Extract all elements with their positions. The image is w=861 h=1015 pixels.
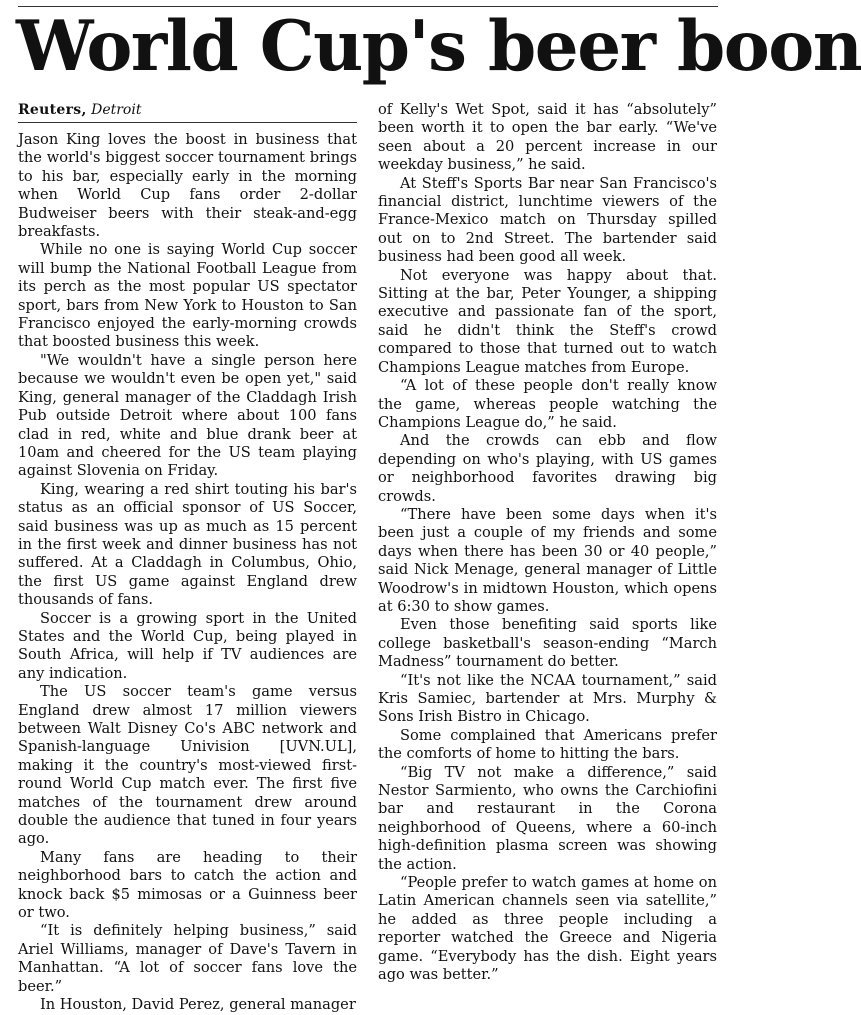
paragraph: At Steff's Sports Bar near San Francisco's financial district, lunchtime viewers of the France-Mexico match on Thursday spilled out on to 2nd Street. The bartender said business had been good all week. <box>378 174 717 266</box>
paragraph: “A lot of these people don't really know the game, whereas people watching the Champions League do,” he said. <box>378 377 717 431</box>
byline-agency: Reuters, <box>18 102 87 118</box>
paragraph: “People prefer to watch games at home on Latin American channels seen via satellite,” he added as three people including a reporter watched the Greece and Nigeria game. “Everybody has the dish. Eight years ago was better.” <box>378 874 717 984</box>
paragraph: “It's not like the NCAA tournament,” said Kris Samiec, bartender at Mrs. Murphy & Sons Irish Bistro in Chicago. <box>378 671 717 726</box>
paragraph: “There have been some days when it's been just a couple of my friends and some days when there has been 30 or 40 people,” said Nick Menage, general manager of Little Woodrow's in midtown Houston, which opens at 6:30 to show games. <box>378 505 717 615</box>
paragraph: Soccer is a growing sport in the United States and the World Cup, being played in South Africa, will help if TV audiences are any indication. <box>18 609 357 682</box>
paragraph: The US soccer team's game versus England drew almost 17 million viewers between Walt Disney Co's ABC network and Spanish-language Univision [UVN.UL], making it the country's most-viewed first-round World Cup match ever. The first five matches of the tournament drew around double the audience that tuned in four years ago. <box>18 683 357 848</box>
paragraph: "We wouldn't have a single person here because we wouldn't even be open yet," said King, general manager of the Claddagh Irish Pub outside Detroit where about 100 fans clad in red, white and blue drank beer at 10am and cheered for the US team playing against Slovenia on Friday. <box>18 351 357 480</box>
byline-place: Detroit <box>91 102 142 118</box>
paragraph: King, wearing a red shirt touting his bar's status as an official sponsor of US Soccer, said business was up as much as 15 percent in the first week and dinner business has not suffered. At a Claddagh in Columbus, Ohio, the first US game against England drew thousands of fans. <box>18 480 357 609</box>
paragraph: “Big TV not make a difference,” said Nestor Sarmiento, who owns the Carchiofini bar and restaurant in the Corona neighborhood of Queens, where a 60-inch high-definition plasma screen was showing the action. <box>378 763 717 873</box>
paragraph: Even those benefiting said sports like college basketball's season-ending “March Madness” tournament do better. <box>378 616 717 671</box>
paragraph: “It is definitely helping business,” said Ariel Williams, manager of Dave's Tavern in Manhattan. “A lot of soccer fans love the beer.” <box>18 922 357 995</box>
paragraph: Some complained that Americans prefer the comforts of home to hitting the bars. <box>378 726 717 763</box>
paragraph: of Kelly's Wet Spot, said it has “absolutely” been worth it to open the bar early. “We've seen about a 20 percent increase in our weekday business,” he said. <box>378 101 717 174</box>
paragraph: In Houston, David Perez, general manager <box>40 996 356 1014</box>
paragraph: And the crowds can ebb and flow depending on who's playing, with US games or neighborhood favorites drawing big crowds. <box>378 432 717 505</box>
paragraph: Many fans are heading to their neighborhood bars to catch the action and knock back $5 mimosas or a Guinness beer or two. <box>18 848 357 922</box>
paragraph: Jason King loves the boost in business that the world's biggest soccer tournament brings to his bar, especially early in the morning when World Cup fans order 2-dollar Budweiser beers with their steak-and-egg breakfasts. <box>18 131 357 241</box>
right-column <box>378 101 717 985</box>
headline: World Cup's beer boon <box>16 6 861 87</box>
byline <box>18 101 357 123</box>
paragraph: Not everyone was happy about that. Sitting at the bar, Peter Younger, a shipping executive and passionate fan of the sport, said he didn't think the Steff's crowd compared to those that turned out to watch Champions League matches from Europe. <box>378 266 717 376</box>
left-column <box>18 101 357 1015</box>
paragraph: While no one is saying World Cup soccer will bump the National Football League from its perch as the most popular US spectator sport, bars from New York to Houston to San Francisco enjoyed the early-morning crowds that boosted business this week. <box>18 241 357 351</box>
